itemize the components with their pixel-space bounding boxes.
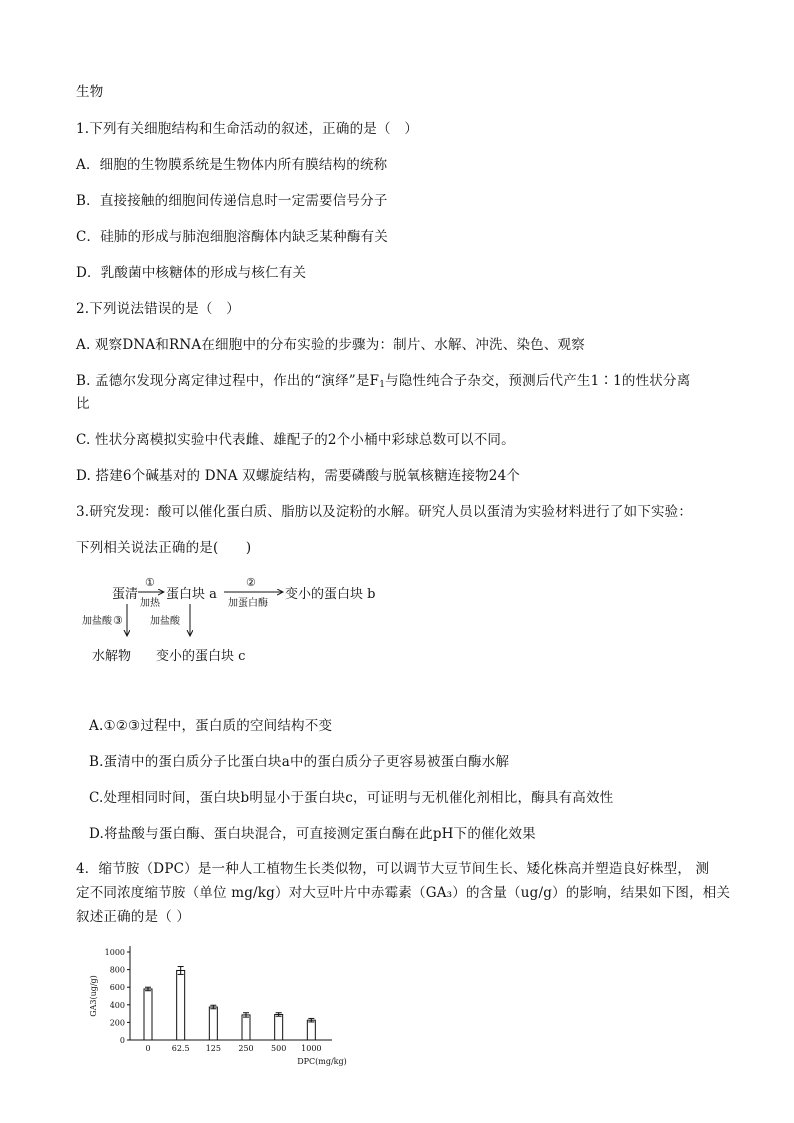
- q3-option-b: B.蛋清中的蛋白质分子比蛋白块a中的蛋白质分子更容易被蛋白酶水解: [89, 754, 510, 770]
- bar-500: [275, 1014, 283, 1040]
- q4-stem-line1: 4．缩节胺（DPC）是一种人工植物生长类似物，可以调节大豆节间生长、矮化株高并塑造良好株型， 测: [76, 861, 710, 877]
- y-tick-label: 1000: [104, 948, 125, 957]
- q2-stem: 2.下列说法错误的是（ ）: [76, 301, 240, 317]
- q1-option-b: B．直接接触的细胞间传递信息时一定需要信号分子: [76, 193, 388, 209]
- x-tick-label: 250: [238, 1044, 254, 1053]
- q2-option-b: [76, 369, 690, 390]
- experiment-flow-diagram: [80, 572, 410, 672]
- q2-option-a: A. 观察DNA和RNA在细胞中的分布实验的步骤为：制片、水解、冲洗、染色、观察: [76, 337, 585, 353]
- diagram-smaller-block-c: 变小的蛋白块 c: [156, 649, 246, 664]
- diagram-step1: ①: [145, 576, 155, 589]
- q2-option-b-subscript: 1: [379, 380, 386, 390]
- q3-stem-line1: 3.研究发现：酸可以催化蛋白质、脂肪以及淀粉的水解。研究人员以蛋清为实验材料进行了如下实验：: [76, 504, 693, 520]
- q1-option-c: C．硅肺的形成与肺泡细胞溶酶体内缺乏某种酶有关: [76, 229, 388, 245]
- subject-heading: 生物: [76, 84, 104, 100]
- q2-option-d: D. 搭建6个碱基对的 DNA 双螺旋结构，需要磷酸与脱氧核糖连接物24个: [76, 468, 521, 484]
- q2-option-b-post: 与隐性纯合子杂交，预测后代产生1∶1的性状分离: [385, 373, 691, 389]
- x-tick-label: 500: [271, 1044, 287, 1053]
- q1-stem: 1.下列有关细胞结构和生命活动的叙述，正确的是（ ）: [76, 121, 419, 137]
- y-tick-label: 600: [109, 983, 125, 993]
- y-tick-label: 800: [109, 965, 125, 975]
- bar-62.5: [177, 970, 185, 1040]
- y-tick-label: 0: [119, 1036, 125, 1045]
- bar-0: [144, 989, 152, 1040]
- bar-1000: [307, 1020, 315, 1040]
- x-axis-label: DPC(mg/kg): [297, 1057, 347, 1066]
- diagram-step2: ②: [246, 576, 256, 589]
- q1-option-d: D．乳酸菌中核糖体的形成与核仁有关: [76, 265, 307, 281]
- x-tick-label: 62.5: [171, 1044, 190, 1053]
- y-tick-label: 200: [109, 1018, 125, 1028]
- q3-option-a: A.①②③过程中，蛋白质的空间结构不变: [89, 718, 333, 734]
- x-tick-label: 1000: [301, 1044, 322, 1053]
- q4-stem-line2: 定不同浓度缩节胺（单位 mg/kg）对大豆叶片中赤霉素（GA₃）的含量（ug/g）的影响，结果如下图，相关: [76, 885, 731, 901]
- diagram-block-a: 蛋白块 a: [166, 587, 217, 602]
- diagram-acid-label-3: 加盐酸: [82, 616, 112, 627]
- q3-option-d: D.将盐酸与蛋白酶、蛋白块混合，可直接测定蛋白酶在此pH下的催化效果: [89, 826, 536, 842]
- diagram-egg-white: 蛋清: [112, 587, 139, 602]
- diagram-hydrolysate: 水解物: [92, 649, 132, 664]
- q3-option-c: C.处理相同时间，蛋白块b明显小于蛋白块c，可证明与无机催化剂相比，酶具有高效性: [89, 790, 614, 806]
- bar-250: [242, 1015, 250, 1040]
- diagram-smaller-block-b: 变小的蛋白块 b: [285, 587, 376, 602]
- q4-stem-line3: 叙述正确的是（ ）: [76, 909, 191, 925]
- diagram-heat-label: 加热: [140, 598, 160, 609]
- diagram-acid-label: 加盐酸: [150, 616, 180, 627]
- q3-stem-line2: 下列相关说法正确的是( ): [76, 540, 252, 556]
- q2-option-b-pre: B. 孟德尔发现分离定律过程中，作出的“演绎”是F: [76, 373, 380, 389]
- q2-option-b-continuation: 比: [76, 396, 90, 412]
- q2-option-c: C. 性状分离模拟实验中代表雌、雄配子的2个小桶中彩球总数可以不同。: [76, 432, 515, 448]
- bar-125: [209, 1007, 217, 1040]
- x-tick-label: 125: [205, 1044, 221, 1053]
- q1-option-a: A．细胞的生物膜系统是生物体内所有膜结构的统称: [76, 157, 388, 173]
- y-axis-label: GA3(ug/g): [89, 975, 98, 1017]
- ga3-bar-chart: [84, 940, 374, 1070]
- diagram-step3: ③: [113, 614, 123, 627]
- diagram-enzyme-label: 加蛋白酶: [228, 598, 268, 609]
- y-tick-label: 400: [109, 1000, 125, 1010]
- x-tick-label: 0: [145, 1044, 151, 1053]
